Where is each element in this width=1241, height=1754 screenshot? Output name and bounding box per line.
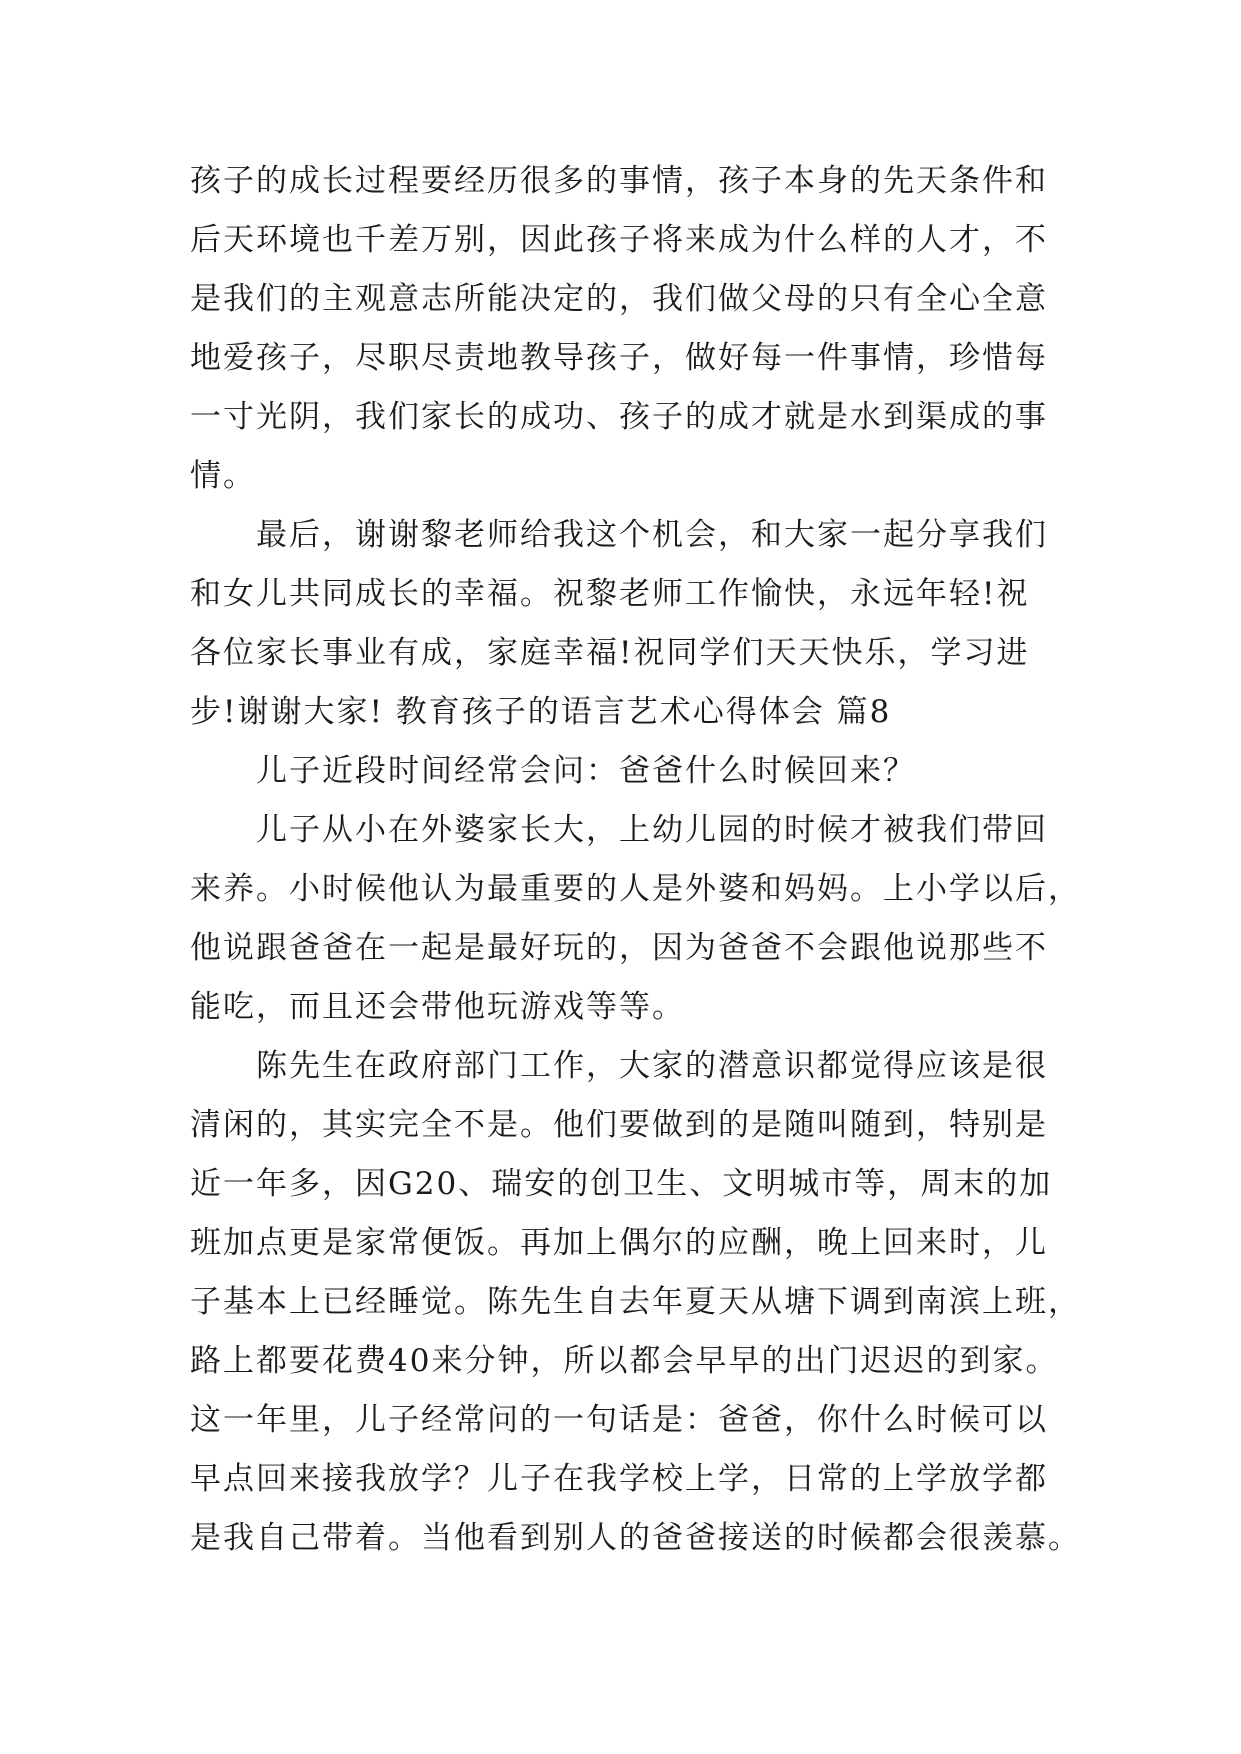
text-line: 各位家长事业有成，家庭幸福!祝同学们天天快乐，学习进 (190, 635, 1030, 671)
text-line: 一寸光阴，我们家长的成功、孩子的成才就是水到渠成的事 (190, 399, 1048, 435)
text-line: 步!谢谢大家! 教育孩子的语言艺术心得体会 篇8 (190, 694, 892, 730)
text-line: 孩子的成长过程要经历很多的事情，孩子本身的先天条件和 (190, 163, 1048, 199)
text-line: 他说跟爸爸在一起是最好玩的，因为爸爸不会跟他说那些不 (190, 930, 1048, 966)
text-line: 班加点更是家常便饭。再加上偶尔的应酬，晚上回来时，儿 (190, 1225, 1048, 1261)
text-line: 后天环境也千差万别，因此孩子将来成为什么样的人才，不 (190, 222, 1048, 258)
paragraph-start-line: 陈先生在政府部门工作，大家的潜意识都觉得应该是很 (256, 1048, 1048, 1084)
text-line: 情。 (190, 458, 256, 494)
text-line: 来养。小时候他认为最重要的人是外婆和妈妈。上小学以后， (190, 871, 1081, 907)
text-line: 子基本上已经睡觉。陈先生自去年夏天从塘下调到南滨上班， (190, 1284, 1081, 1320)
text-line: 地爱孩子，尽职尽责地教导孩子，做好每一件事情，珍惜每 (190, 340, 1048, 376)
paragraph-start-line: 儿子近段时间经常会问：爸爸什么时候回来？ (256, 753, 916, 789)
document-body (190, 152, 1081, 1568)
text-line: 早点回来接我放学？儿子在我学校上学，日常的上学放学都 (190, 1461, 1048, 1497)
text-line: 路上都要花费40来分钟，所以都会早早的出门迟迟的到家。 (190, 1343, 1059, 1379)
text-line: 清闲的，其实完全不是。他们要做到的是随叫随到，特别是 (190, 1107, 1048, 1143)
text-line: 近一年多，因G20、瑞安的创卫生、文明城市等，周末的加 (190, 1166, 1053, 1202)
paragraph-start-line: 儿子从小在外婆家长大，上幼儿园的时候才被我们带回 (256, 812, 1048, 848)
text-line: 和女儿共同成长的幸福。祝黎老师工作愉快，永远年轻!祝 (190, 576, 1030, 612)
text-line: 这一年里，儿子经常问的一句话是：爸爸，你什么时候可以 (190, 1402, 1048, 1438)
text-line: 是我们的主观意志所能决定的，我们做父母的只有全心全意 (190, 281, 1048, 317)
text-line: 是我自己带着。当他看到别人的爸爸接送的时候都会很羡慕。 (190, 1520, 1081, 1556)
text-line: 能吃，而且还会带他玩游戏等等。 (190, 989, 685, 1025)
paragraph-start-line: 最后，谢谢黎老师给我这个机会，和大家一起分享我们 (256, 517, 1048, 553)
